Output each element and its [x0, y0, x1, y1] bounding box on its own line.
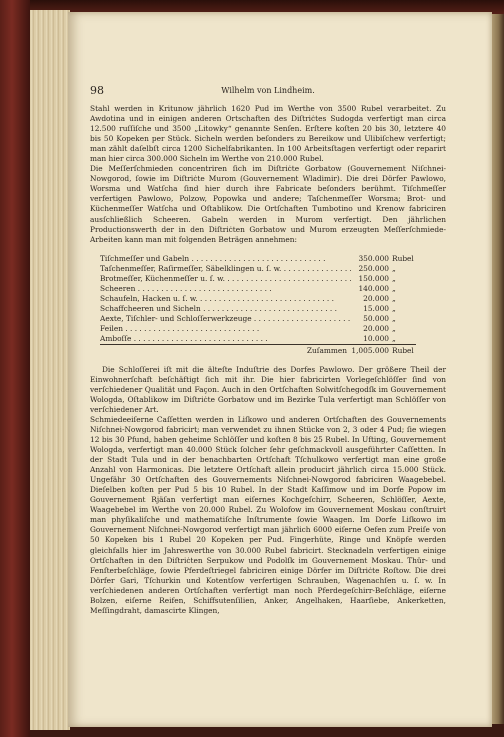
list-item — [100, 324, 416, 334]
production-list — [100, 254, 416, 344]
item-unit: „ — [392, 263, 396, 273]
page-right-edge — [490, 14, 504, 724]
running-head — [90, 84, 446, 100]
item-value: 50.000 — [363, 313, 389, 323]
paragraph: Stahl werden in Kritunow jährlich 1620 Pud im Werthe von 3500 Rubel verarbeitet. Zu Awdotina und in einigen anderen Ortschaften des Diſtriċtes Sudogda verfertigt man circa 12.500 ruſſiſche und 3500 „Litowky“ genannte Senſen. Erſtere koſten 20 bis 30, letztere 40 bis 50 Kopeken per Stück. Sicheln werden beſonders zu Bereikow und Ulibiſchew verfertigt; man zählt daſelbſt circa 1200 Sichelfabrikanten. In 100 Arbeitsſtagen verfertigt oder reparirt man hier circa 300.000 Sicheln im Werthe von 210.000 Rubel. — [90, 104, 446, 164]
list-item — [100, 314, 416, 324]
item-value: 140.000 — [358, 283, 389, 293]
page-number: 98 — [90, 84, 104, 97]
item-label: Feilen . . . — [100, 324, 351, 334]
item-label: Aexte, Tiſchler- und Schloſſerwerkzeuge . . . — [100, 314, 351, 324]
list-item — [100, 304, 416, 314]
item-value: 20.000 — [363, 323, 389, 333]
item-value: 20.000 — [363, 293, 389, 303]
item-label: Tiſchmeſſer und Gabeln . . . — [100, 254, 351, 264]
item-label: Schaffcheeren und Sicheln . . . — [100, 304, 351, 314]
page-stack-edge — [30, 10, 70, 730]
list-item — [100, 334, 416, 344]
item-value: 150.000 — [358, 273, 389, 283]
item-value: 10.000 — [363, 333, 389, 343]
item-value: 15.000 — [363, 303, 389, 313]
item-unit: „ — [392, 273, 396, 283]
item-label: Taſchenmeſſer, Raſirmeſſer, Säbelklingen u. ſ. w. . . . — [100, 264, 351, 274]
book-page — [68, 12, 492, 727]
spacer — [90, 356, 446, 365]
item-unit: „ — [392, 313, 396, 323]
total-unit: Rubel — [392, 345, 414, 355]
text-block — [90, 104, 446, 616]
item-unit: „ — [392, 333, 396, 343]
list-item — [100, 274, 416, 284]
total-row — [100, 344, 416, 356]
total-value: 1,005.000 — [351, 345, 389, 355]
item-unit: „ — [392, 283, 396, 293]
item-unit: „ — [392, 293, 396, 303]
item-unit: Rubel — [392, 253, 414, 263]
list-item — [100, 264, 416, 274]
paragraph: Die Meſſerſchmieden concentriren ſich im Diſtriċte Gorbatow (Gouvernement Niſchnei-Nowgorod, ſowie im Diſtriċte Murom (Gouvernement Wladimir). Die drei Dörfer Pawlowo, Worsma und Watſcha ſind hier durch ihre Fabricate beſonders berühmt. Tiſchmeſſer verfertigen Pawlowo, Polzow, Popowka und andere; Taſchenmeſſer Worsma; Brot- und Küchenmeſſer Watſcha und Oſtablikow. Die Ortſchaften Tumbotino und Krenow fabriciren ausſchließlich Scheeren. Gabeln werden in Murom verfertigt. Den jährlichen Productionswerth der in den Diſtriċten Gorbatow und Murom erzeugten Meſſerſchmiede-Arbeiten kann man mit folgenden Beträgen annehmen: — [90, 164, 446, 244]
item-unit: „ — [392, 303, 396, 313]
list-item — [100, 294, 416, 304]
item-label: Scheeren . . . — [100, 284, 351, 294]
paragraph: Schmiedeeiſerne Caſſetten werden in Liſkowo und anderen Ortſchaften des Gouvernements Niſchnei-Nowgorod fabricirt; man verwendet zu ihnen Stücke von 2, 3 oder 4 Pud; ſie wiegen 12 bis 30 Pfund, haben geheime Schlöſſer und koſten 8 bis 25 Rubel. In Ufting, Gouvernement Wologda, verfertigt man 40.000 Stück ſolcher ſehr geſchmackvoll ausgeführter Caſſetten. In der Stadt Tula und in der benachbarten Ortſchaft Tſchulkowo verfertigt man eine große Anzahl von Harmonicas. Die letztere Ortſchaft allein producirt jährlich circa 15.000 Stück. Ungefähr 30 Ortſchaften des Gouvernements Niſchnei-Nowgorod fabriciren Waagebebel. Dieſelben koſten per Pud 5 bis 10 Rubel. In der Stadt Kaſſimow und im Dorfe Popow im Gouvernement Rjäſan verfertigt man eiſernes Kochgeſchirr, Scheeren, Schlöſſer, Aexte, Waagebebel im Werthe von 20.000 Rubel. Zu Wolofow im Gouvernement Moskau conſtruirt man phyſikaliſche und mathematiſche Inſtrumente ſowie Waagen. Im Dorfe Liſkowo im Gouvernement Niſchnei-Nowgorod verfertigt man jährlich 6000 eiſerne Oefen zum Preiſe von 50 Kopeken bis 1 Rubel 20 Kopeken per Pud. Fingerhüte, Ringe und Knöpfe werden gleichfalls hier im Jahreswerthe von 30.000 Rubel fabricirt. Stecknadeln verfertigen einige Ortſchaften in den Diſtriċten Serpukow und Podolſk im Gouvernement Moskau. Thür- und Fenſterbeſchläge, ſowie Pferdeſtriegel fabriciren einige Dörfer im Diſtriċte Roſtow. Die drei Dörfer Gari, Tſchurkin und Kotentſow verfertigen Schrauben, Wagenachſen u. ſ. w. In verſchiedenen anderen Ortſchaften verfertigt man noch Pferdegeſchirr-Beſchläge, eiſerne Bolzen, eiſerne Reifen, Schiffsutenſilien, Anker, Angelhaken, Haarſiebe, Ankerketten, Meſſingdraht, damascirte Klingen, — [90, 414, 446, 615]
item-label: Schaufeln, Hacken u. ſ. w. . . . — [100, 294, 351, 304]
spacer — [90, 245, 446, 254]
item-label: Amboſſe . . . — [100, 334, 351, 344]
list-item — [100, 254, 416, 264]
paragraph: Die Schloſſerei iſt mit die älteſte Induſtrie des Dorfes Pawlowo. Der größere Theil der Einwohnerſchaft beſchäftigt ſich mit ihr. Die hier fabricirten Vorlegeſchlöſſer ſind von verſchiedener Qualität und Façon. Auch in den Ortſchaften Solwitſchegodſk im Gouvernement Wologda, Oſtablikow im Diſtriċte Gorbatow und im Bezirke Tula verfertigt man Schlöſſer von verſchiedener Art. — [90, 364, 446, 414]
list-item — [100, 284, 416, 294]
book-cover-spine — [0, 0, 30, 737]
item-value: 350.000 — [358, 253, 389, 263]
item-value: 250.000 — [358, 263, 389, 273]
item-unit: „ — [392, 323, 396, 333]
running-title: Wilhelm von Lindheim. — [221, 86, 315, 95]
total-label: Zuſammen — [306, 345, 347, 355]
item-label: Brotmeſſer, Küchenmeſſer u. ſ. w. . . . — [100, 274, 351, 284]
